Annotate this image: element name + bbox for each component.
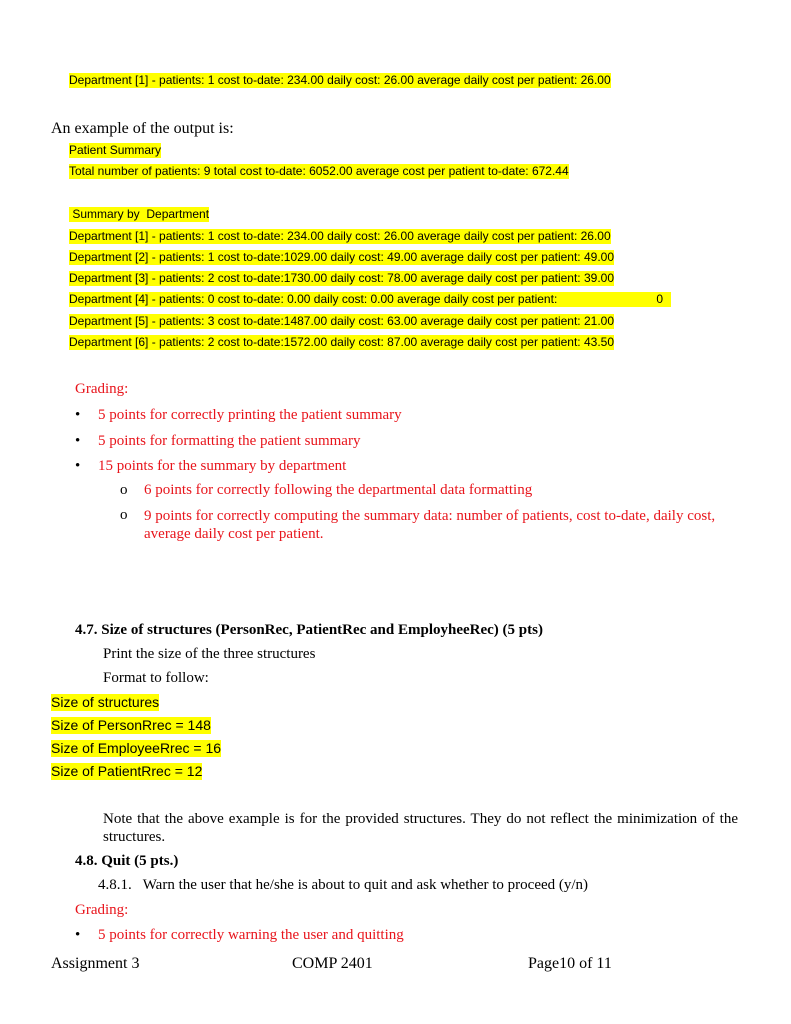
- section-4-8-heading: 4.8. Quit (5 pts.): [75, 853, 179, 869]
- patient-summary-totals: Total number of patients: 9 total cost to-date: 6052.00 average cost per patient to-date: 672.44: [69, 164, 569, 178]
- department-row-text: Department [4] - patients: 0 cost to-date: 0.00 daily cost: 0.00 average daily cost per patient:: [69, 292, 558, 306]
- department-row: Department [1] - patients: 1 cost to-date: 234.00 daily cost: 26.00 average daily cost per patient: 26.00: [69, 229, 611, 243]
- sub-bullet-icon: o: [120, 482, 128, 498]
- size-output-line: Size of structures: [51, 694, 160, 710]
- grading-bullet: 5 points for correctly warning the user and quitting: [98, 927, 404, 943]
- department-row: Department [2] - patients: 1 cost to-date:1029.00 daily cost: 49.00 average daily cost per patient: 49.00: [69, 250, 614, 264]
- sub-bullet-icon: o: [120, 507, 128, 523]
- grading-sub-bullet: 6 points for correctly following the departmental data formatting: [144, 482, 533, 498]
- department-1-line-top: Department [1] - patients: 1 cost to-date: 234.00 daily cost: 26.00 average daily cost per patient: 26.00: [69, 73, 611, 87]
- grading-bullet: 5 points for correctly printing the patient summary: [98, 407, 402, 423]
- patient-summary-title: Patient Summary: [69, 143, 162, 157]
- section-4-7-line: Print the size of the three structures: [103, 646, 316, 662]
- section-4-7-line: Format to follow:: [103, 670, 209, 686]
- grading-sub-bullet: 9 points for correctly computing the summary data: number of patients, cost to-date, daily cost, average daily cost per patient.: [144, 508, 716, 542]
- size-output-line: Size of PatientRrec = 12: [51, 763, 203, 779]
- size-output-line: Size of PersonRrec = 148: [51, 717, 211, 733]
- example-intro: An example of the output is:: [51, 120, 234, 137]
- grading-bullet: 5 points for formatting the patient summary: [98, 433, 361, 449]
- grading-bullet: 15 points for the summary by department: [98, 458, 347, 474]
- summary-by-department-title: Summary by Department: [69, 207, 210, 221]
- grading-title: Grading:: [75, 381, 129, 397]
- department-row: Department [5] - patients: 3 cost to-date:1487.00 daily cost: 63.00 average daily cost per patient: 21.00: [69, 314, 614, 328]
- bullet-icon: •: [75, 433, 81, 449]
- section-4-7-note: Note that the above example is for the provided structures. They do not reflect the minimization of the structures.: [103, 811, 738, 845]
- footer-left: Assignment 3: [51, 955, 140, 972]
- footer-center: COMP 2401: [292, 955, 373, 972]
- section-4-8-item: 4.8.1. Warn the user that he/she is about to quit and ask whether to proceed (y/n): [98, 877, 589, 893]
- size-output-line: Size of EmployeeRrec = 16: [51, 740, 222, 756]
- department-row-value: 0: [656, 292, 663, 306]
- section-4-7-heading: 4.7. Size of structures (PersonRec, PatientRec and EmployheeRec) (5 pts): [75, 622, 543, 638]
- bullet-icon: •: [75, 407, 81, 423]
- department-row: Department [3] - patients: 2 cost to-date:1730.00 daily cost: 78.00 average daily cost per patient: 39.00: [69, 271, 614, 285]
- department-row: Department [6] - patients: 2 cost to-date:1572.00 daily cost: 87.00 average daily cost per patient: 43.50: [69, 335, 614, 349]
- department-row: [69, 292, 671, 307]
- footer-page-number: Page10 of 11: [528, 955, 612, 972]
- bullet-icon: •: [75, 927, 81, 943]
- grading-title: Grading:: [75, 902, 129, 918]
- bullet-icon: •: [75, 458, 81, 474]
